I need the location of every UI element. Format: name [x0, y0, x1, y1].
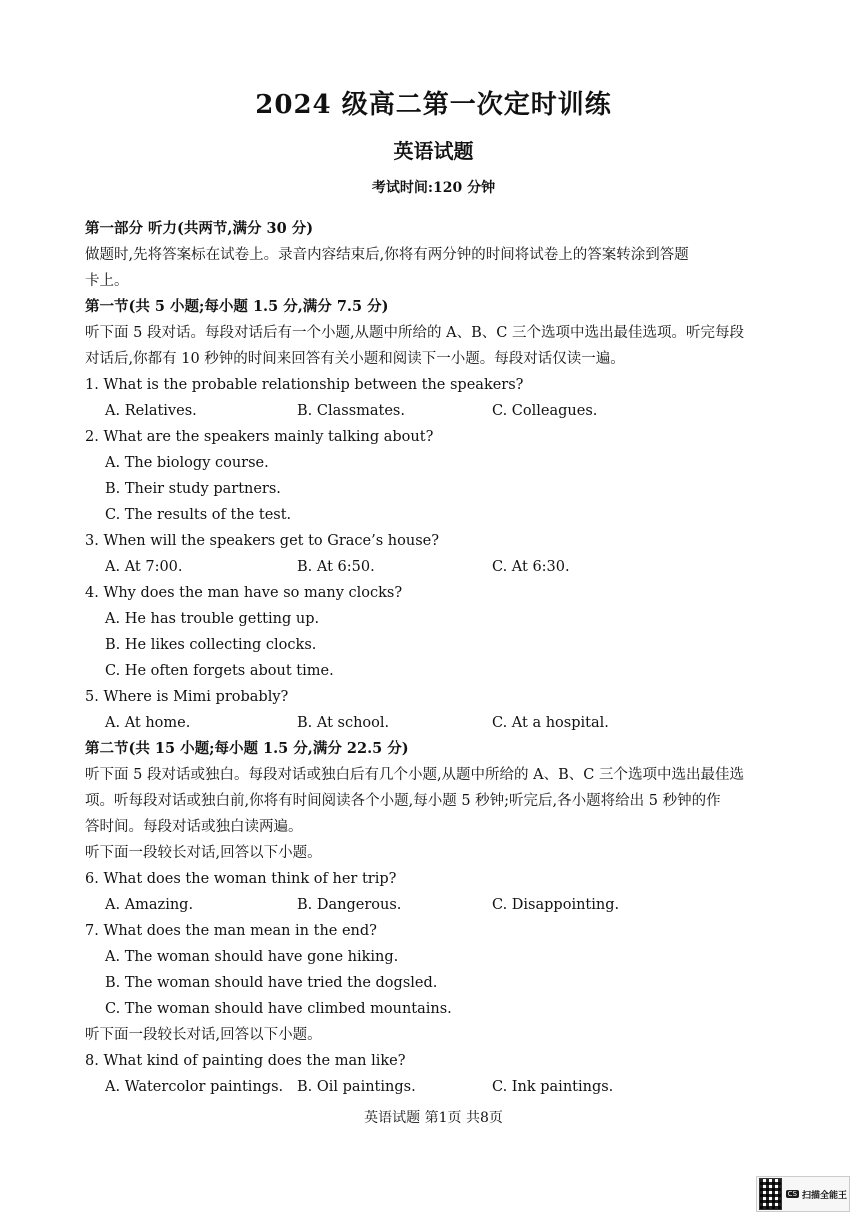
- section2-instruction-line: 答时间。每段对话或独白读两遍。: [85, 819, 303, 835]
- option-a: A. Amazing.: [105, 897, 194, 913]
- option-c: C. At a hospital.: [492, 715, 609, 731]
- section2-instruction-line: 听下面 5 段对话或独白。每段对话或独白后有几个小题,从题中所给的 A、B、C 三个选项中选出最佳选: [85, 767, 744, 783]
- qr-code-icon: [759, 1178, 782, 1210]
- option-a: A. Watercolor paintings.: [105, 1079, 284, 1095]
- option-a: A. At home.: [105, 715, 191, 731]
- option-a: A. The woman should have gone hiking.: [105, 949, 399, 965]
- option-a: A. He has trouble getting up.: [105, 611, 320, 627]
- scanner-app-name: 扫描全能王: [801, 1190, 847, 1201]
- option-a: A. At 7:00.: [105, 559, 183, 575]
- option-b: B. At school.: [297, 715, 390, 731]
- question-stem: 2. What are the speakers mainly talking about?: [85, 429, 434, 445]
- option-c: C. He often forgets about time.: [105, 663, 334, 679]
- section2-instruction-line: 项。听每段对话或独白前,你将有时间阅读各个小题,每小题 5 秒钟;听完后,各小题将给出 5 秒钟的作: [85, 793, 721, 809]
- option-b: B. Dangerous.: [297, 897, 402, 913]
- option-c: C. The results of the test.: [105, 507, 292, 523]
- question-stem: 1. What is the probable relationship between the speakers?: [85, 377, 524, 393]
- question-stem: 7. What does the man mean in the end?: [85, 923, 377, 939]
- question-options: [85, 892, 797, 918]
- exam-time: 考试时间:120 分钟: [371, 180, 496, 196]
- section1-instruction-line: 听下面 5 段对话。每段对话后有一个小题,从题中所给的 A、B、C 三个选项中选出最佳选项。听完每段: [85, 325, 744, 341]
- scanner-watermark: [756, 1176, 850, 1212]
- option-b: B. Their study partners.: [105, 481, 281, 497]
- question-stem: 3. When will the speakers get to Grace’s house?: [85, 533, 439, 549]
- option-c: C. The woman should have climbed mountains.: [105, 1001, 452, 1017]
- page-footer: 英语试题 第1页 共8页: [364, 1110, 503, 1126]
- option-c: C. Ink paintings.: [492, 1079, 614, 1095]
- option-a: A. Relatives.: [105, 403, 197, 419]
- option-b: B. The woman should have tried the dogsled.: [105, 975, 438, 991]
- question-options: [85, 554, 797, 580]
- question-options: [85, 398, 797, 424]
- option-b: B. He likes collecting clocks.: [105, 637, 317, 653]
- section1-heading: 第一节(共 5 小题;每小题 1.5 分,满分 7.5 分): [85, 298, 389, 315]
- question-stem: 4. Why does the man have so many clocks?: [85, 585, 403, 601]
- exam-content: [85, 216, 797, 1100]
- part1-heading: 第一部分 听力(共两节,满分 30 分): [85, 220, 314, 237]
- listening-cue: 听下面一段较长对话,回答以下小题。: [85, 845, 322, 861]
- section1-instruction-line: 对话后,你都有 10 秒钟的时间来回答有关小题和阅读下一小题。每段对话仅读一遍。: [85, 351, 625, 367]
- question-stem: 6. What does the woman think of her trip?: [85, 871, 397, 887]
- option-a: A. The biology course.: [105, 455, 269, 471]
- exam-title: 2024 级高二第一次定时训练: [255, 90, 612, 120]
- option-c: C. Colleagues.: [492, 403, 598, 419]
- section2-heading: 第二节(共 15 小题;每小题 1.5 分,满分 22.5 分): [85, 740, 409, 757]
- option-c: C. At 6:30.: [492, 559, 570, 575]
- part1-instruction-line: 卡上。: [85, 273, 129, 289]
- question-stem: 5. Where is Mimi probably?: [85, 689, 289, 705]
- option-b: B. At 6:50.: [297, 559, 375, 575]
- option-b: B. Oil paintings.: [297, 1079, 416, 1095]
- part1-instruction-line: 做题时,先将答案标在试卷上。录音内容结束后,你将有两分钟的时间将试卷上的答案转涂到答题: [85, 247, 689, 263]
- option-b: B. Classmates.: [297, 403, 405, 419]
- question-options: [85, 710, 797, 736]
- option-c: C. Disappointing.: [492, 897, 620, 913]
- question-options: [85, 1074, 797, 1100]
- question-stem: 8. What kind of painting does the man like?: [85, 1053, 406, 1069]
- listening-cue: 听下面一段较长对话,回答以下小题。: [85, 1027, 322, 1043]
- scanner-logo-icon: CS: [787, 1190, 797, 1198]
- exam-subtitle: 英语试题: [393, 139, 474, 163]
